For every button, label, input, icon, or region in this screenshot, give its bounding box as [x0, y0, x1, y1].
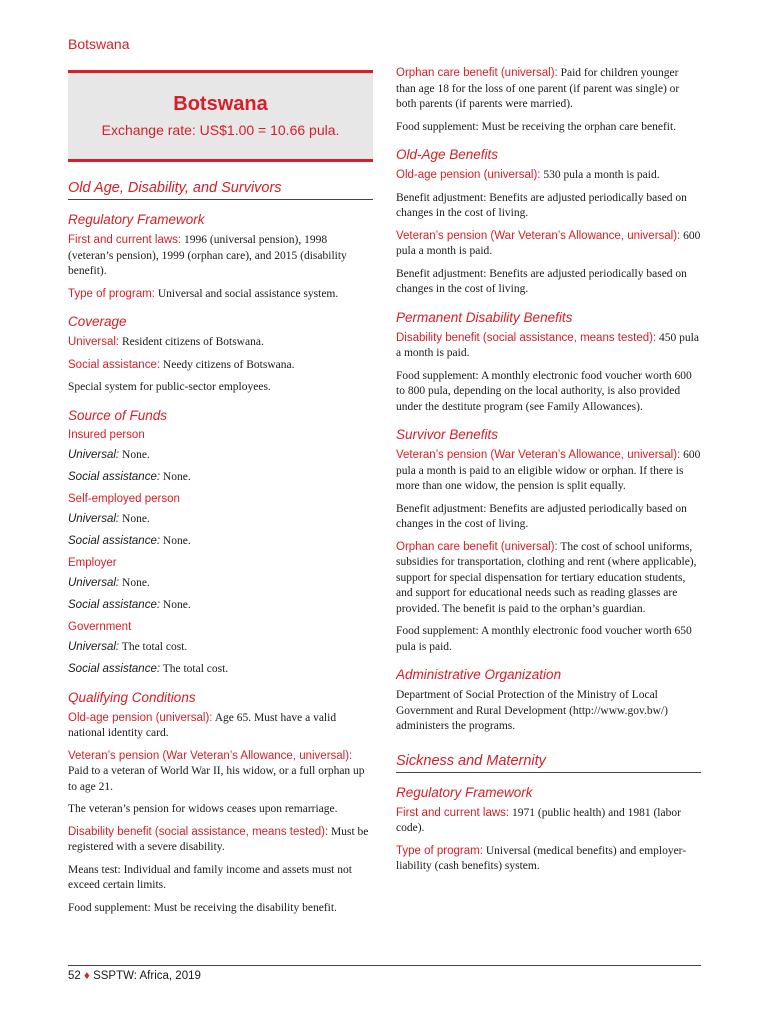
country-title-box — [68, 70, 373, 162]
text: None. — [119, 512, 150, 525]
heading-coverage: Coverage — [68, 314, 127, 329]
section-sickness-and-maternity: Sickness and Maternity — [396, 753, 701, 773]
paragraph: Benefit adjustment: Benefits are adjusted periodically based on changes in the cost of living. — [396, 267, 687, 295]
text: 1996 (universal pension), 1998 (veteran’s pension), 1999 (orphan care), and 2015 (disability benefit). — [68, 234, 347, 277]
text: The cost of school uniforms, subsidies for transportation, clothing and rent (where applicable), support for special dispensation for tertiary education students, and support for educational needs such as reading glasses are provided. The benefit is paid to the orphan’s guardian. — [396, 540, 697, 615]
paragraph: Department of Social Protection of the Ministry of Local Government and Rural Development (http://www.gov.bw/) administers the programs. — [396, 689, 668, 732]
label: Universal: — [68, 512, 120, 525]
paragraph: Food supplement: A monthly electronic food voucher worth 650 pula is paid. — [396, 625, 692, 653]
heading-employer: Employer — [68, 556, 117, 569]
text: Age 65. Must have a valid national identity card. — [68, 711, 337, 739]
publication-title: SSPTW: Africa, 2019 — [93, 970, 201, 982]
paragraph — [68, 512, 373, 528]
paragraph — [396, 229, 701, 260]
paragraph — [68, 711, 373, 742]
label: Old-age pension (universal): — [68, 711, 213, 724]
paragraph — [68, 749, 373, 796]
paragraph — [68, 598, 373, 614]
heading-permanent-disability-benefits: Permanent Disability Benefits — [396, 309, 573, 325]
country-title: Botswana — [173, 93, 268, 115]
label: First and current laws: — [68, 234, 182, 246]
paragraph — [68, 470, 373, 486]
paragraph: Food supplement: A monthly electronic food voucher worth 600 to 800 pula, depending on the local authority, is also provided under the destitute program (see Family Allowances). — [396, 369, 692, 413]
label: Orphan care benefit (universal): — [396, 540, 558, 553]
paragraph: Food supplement: Must be receiving the disability benefit. — [68, 901, 337, 914]
paragraph — [68, 534, 373, 550]
paragraph — [68, 662, 373, 678]
heading-self-employed: Self-employed person — [68, 492, 180, 505]
paragraph — [396, 448, 701, 495]
heading-government: Government — [68, 620, 132, 633]
heading-regulatory-framework: Regulatory Framework — [396, 784, 533, 800]
paragraph: Special system for public-sector employees. — [68, 381, 271, 393]
label: Social assistance: — [68, 599, 161, 611]
text: 450 pula a month is paid. — [396, 331, 699, 359]
heading-qualifying-conditions: Qualifying Conditions — [68, 689, 196, 705]
text: 600 pula a month is paid to an eligible widow or orphan. If there is more than one widow, the pension is split equally. — [396, 449, 701, 492]
text: 600 pula a month is paid. — [396, 229, 701, 257]
label: Orphan care benefit (universal): — [396, 67, 558, 79]
label: Veteran’s pension (War Veteran’s Allowance, universal): — [396, 449, 681, 461]
paragraph — [68, 576, 373, 592]
paragraph: Food supplement: Must be receiving the orphan care benefit. — [396, 120, 677, 133]
section-old-age-disability-survivors: Old Age, Disability, and Survivors — [68, 180, 373, 200]
footer-divider — [68, 965, 701, 966]
label: Universal: — [68, 448, 120, 461]
text: 530 pula a month is paid. — [540, 169, 660, 181]
paragraph — [68, 448, 373, 464]
right-column — [396, 66, 701, 882]
text: None. — [160, 471, 191, 483]
left-column — [68, 66, 373, 923]
label: Universal: — [68, 336, 120, 348]
paragraph — [68, 640, 373, 656]
exchange-rate: Exchange rate: US$1.00 = 10.66 pula. — [101, 122, 340, 138]
paragraph: Benefit adjustment: Benefits are adjusted periodically based on changes in the cost of living. — [396, 191, 687, 219]
text: 1971 (public health) and 1981 (labor code). — [396, 806, 681, 834]
text: Must be registered with a severe disability. — [68, 825, 369, 853]
heading-administrative-organization: Administrative Organization — [396, 667, 562, 682]
text: The total cost. — [119, 640, 188, 653]
text: None. — [119, 448, 150, 461]
heading-survivor-benefits: Survivor Benefits — [396, 427, 499, 442]
label: Social assistance: — [68, 471, 161, 483]
paragraph: Means test: Individual and family income and assets must not exceed certain limits. — [68, 863, 352, 891]
diamond-icon: ♦ — [84, 970, 90, 982]
label: First and current laws: — [396, 806, 510, 819]
label: Disability benefit (social assistance, means tested): — [68, 825, 329, 838]
label: Universal: — [68, 576, 120, 589]
label: Social assistance: — [68, 358, 161, 371]
text: Paid to a veteran of World War II, his widow, or a full orphan up to age 21. — [68, 765, 365, 793]
paragraph — [68, 335, 373, 351]
page-footer — [68, 970, 201, 982]
text: Universal and social assistance system. — [154, 287, 339, 300]
heading-old-age-benefits: Old-Age Benefits — [396, 147, 499, 162]
paragraph: Benefit adjustment: Benefits are adjusted periodically based on changes in the cost of living. — [396, 502, 687, 530]
heading-source-of-funds: Source of Funds — [68, 407, 168, 423]
paragraph — [396, 66, 701, 113]
paragraph — [396, 168, 701, 184]
running-header: Botswana — [68, 36, 130, 52]
paragraph — [396, 844, 701, 875]
text: Universal (medical benefits) and employer-liability (cash benefits) system. — [396, 844, 687, 872]
label: Veteran’s pension (War Veteran’s Allowance, universal): — [396, 229, 681, 242]
paragraph — [68, 287, 373, 303]
paragraph — [68, 825, 373, 856]
text: Paid for children younger than age 18 for the loss of one parent (if parent was single) or both parents (if parents were married). — [396, 67, 680, 110]
paragraph — [396, 540, 701, 618]
paragraph — [68, 358, 373, 374]
heading-insured-person: Insured person — [68, 428, 145, 441]
text: Needy citizens of Botswana. — [160, 358, 295, 371]
label: Social assistance: — [68, 663, 161, 675]
label: Old-age pension (universal): — [396, 169, 541, 181]
paragraph: The veteran’s pension for widows ceases upon remarriage. — [68, 803, 338, 815]
paragraph — [68, 233, 373, 280]
text: None. — [160, 535, 191, 547]
label: Social assistance: — [68, 535, 161, 547]
label: Veteran’s pension (War Veteran’s Allowance, universal): — [68, 749, 353, 762]
label: Disability benefit (social assistance, means tested): — [396, 331, 657, 344]
heading-regulatory-framework: Regulatory Framework — [68, 212, 205, 227]
text: The total cost. — [160, 663, 229, 675]
text: None. — [119, 576, 150, 589]
text: None. — [160, 599, 191, 611]
paragraph — [396, 331, 701, 362]
label: Type of program: — [68, 287, 155, 300]
page-number: 52 — [68, 970, 81, 982]
text: Resident citizens of Botswana. — [119, 336, 264, 348]
paragraph — [396, 806, 701, 837]
label: Universal: — [68, 640, 120, 653]
label: Type of program: — [396, 844, 483, 857]
